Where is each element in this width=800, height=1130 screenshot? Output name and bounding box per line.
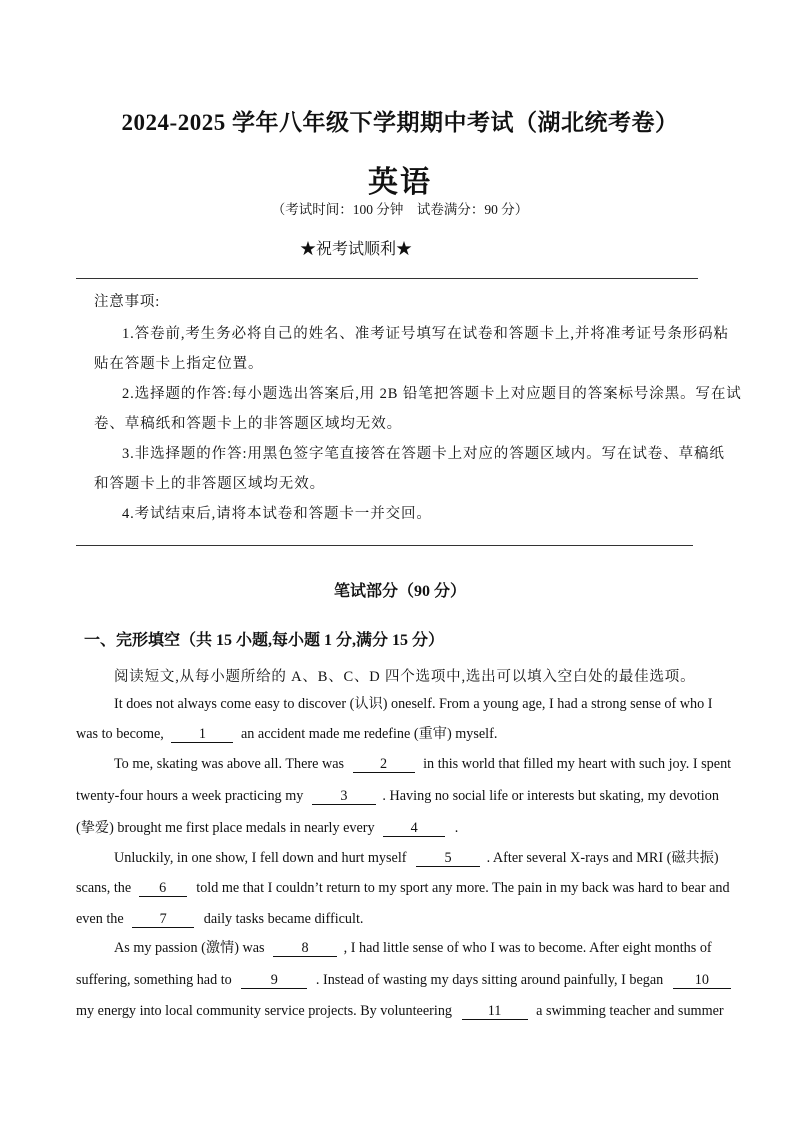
blank-6[interactable]: 6 [139,881,187,897]
passage-line-11 [76,1004,724,1020]
passage-line-5 [76,821,458,837]
passage-text: As my passion (激情) was [114,940,265,956]
part-heading: 一、完形填空（共 15 小题,每小题 1 分,满分 15 分） [84,632,445,649]
section-heading: 笔试部分（90 分） [333,583,466,600]
passage-text: my energy into local community service projects. By volunteering [76,1003,453,1019]
notice-line-5: 3.非选择题的作答:用黑色签字笔直接答在答题卡上对应的答题区域内。写在试卷、草稿纸 [122,446,725,462]
divider-top [76,278,698,279]
notice-line-4: 卷、草稿纸和答题卡上的非答题区域均无效。 [94,416,402,432]
passage-line-9 [114,941,712,957]
blank-4[interactable]: 4 [383,821,445,837]
passage-text: scans, the [76,880,132,896]
notice-line-3: 2.选择题的作答:每小题选出答案后,用 2B 铅笔把答题卡上对应题目的答案标号涂黑。写在试 [122,386,742,402]
passage-text: It does not always come easy to discover (认识) oneself. From a young age, I had a strong sense of who I [114,696,713,712]
good-luck-wish: ★祝考试顺利★ [300,241,413,258]
passage-text: . [454,820,459,836]
exam-title: 2024-2025 学年八年级下学期期中考试（湖北统考卷） [121,110,679,135]
passage-text: a swimming teacher and summer [536,1003,724,1019]
passage-text: To me, skating was above all. There was [114,756,345,772]
passage-text: Unluckily, in one show, I fell down and hurt myself [114,850,407,866]
blank-10[interactable]: 10 [673,973,731,989]
blank-7[interactable]: 7 [132,912,194,928]
passage-line-4 [76,789,719,805]
notice-line-6: 和答题卡上的非答题区域均无效。 [94,476,325,492]
passage-line-6 [114,851,719,867]
passage-line-3 [114,757,731,773]
notice-line-7: 4.考试结束后,请将本试卷和答题卡一并交回。 [122,506,432,522]
passage-line-10 [76,973,731,989]
passage-line-7 [76,881,730,897]
part-instruction: 阅读短文,从每小题所给的 A、B、C、D 四个选项中,选出可以填入空白处的最佳选项。 [114,669,696,685]
notice-line-2: 贴在答题卡上指定位置。 [94,356,264,372]
passage-line-8 [76,912,363,928]
passage-line-1 [114,697,712,711]
passage-text: was to become, [76,726,164,742]
notice-heading: 注意事项: [94,294,161,310]
passage-text: in this world that filled my heart with such joy. I spent [423,756,732,772]
blank-11[interactable]: 11 [462,1004,528,1020]
blank-2[interactable]: 2 [353,757,415,773]
passage-text: . After several X-rays and MRI (磁共振) [486,850,719,866]
passage-text: told me that I couldn’t return to my sport any more. The pain in my back was hard to bear and [196,880,730,896]
subject-title: 英语 [368,165,432,200]
divider-bottom [76,545,693,546]
blank-1[interactable]: 1 [171,727,233,743]
passage-text: suffering, something had to [76,972,232,988]
blank-9[interactable]: 9 [241,973,307,989]
blank-8[interactable]: 8 [273,941,337,957]
passage-text: an accident made me redefine (重审) myself. [240,726,498,742]
passage-text: (挚爱) brought me first place medals in nearly every [76,820,375,836]
passage-text: even the [76,911,124,927]
blank-3[interactable]: 3 [312,789,376,805]
passage-text: , I had little sense of who I was to become. After eight months of [343,940,712,956]
notice-line-1: 1.答卷前,考生务必将自己的姓名、准考证号填写在试卷和答题卡上,并将准考证号条形码粘 [122,326,729,342]
blank-5[interactable]: 5 [416,851,480,867]
exam-info: （考试时间：100 分钟 试卷满分：90 分） [271,202,529,217]
passage-text: daily tasks became difficult. [203,911,364,927]
passage-text: . Instead of wasting my days sitting around painfully, I began [315,972,664,988]
passage-line-2 [76,727,497,743]
passage-text: twenty-four hours a week practicing my [76,788,304,804]
passage-text: . Having no social life or interests but skating, my devotion [382,788,719,804]
